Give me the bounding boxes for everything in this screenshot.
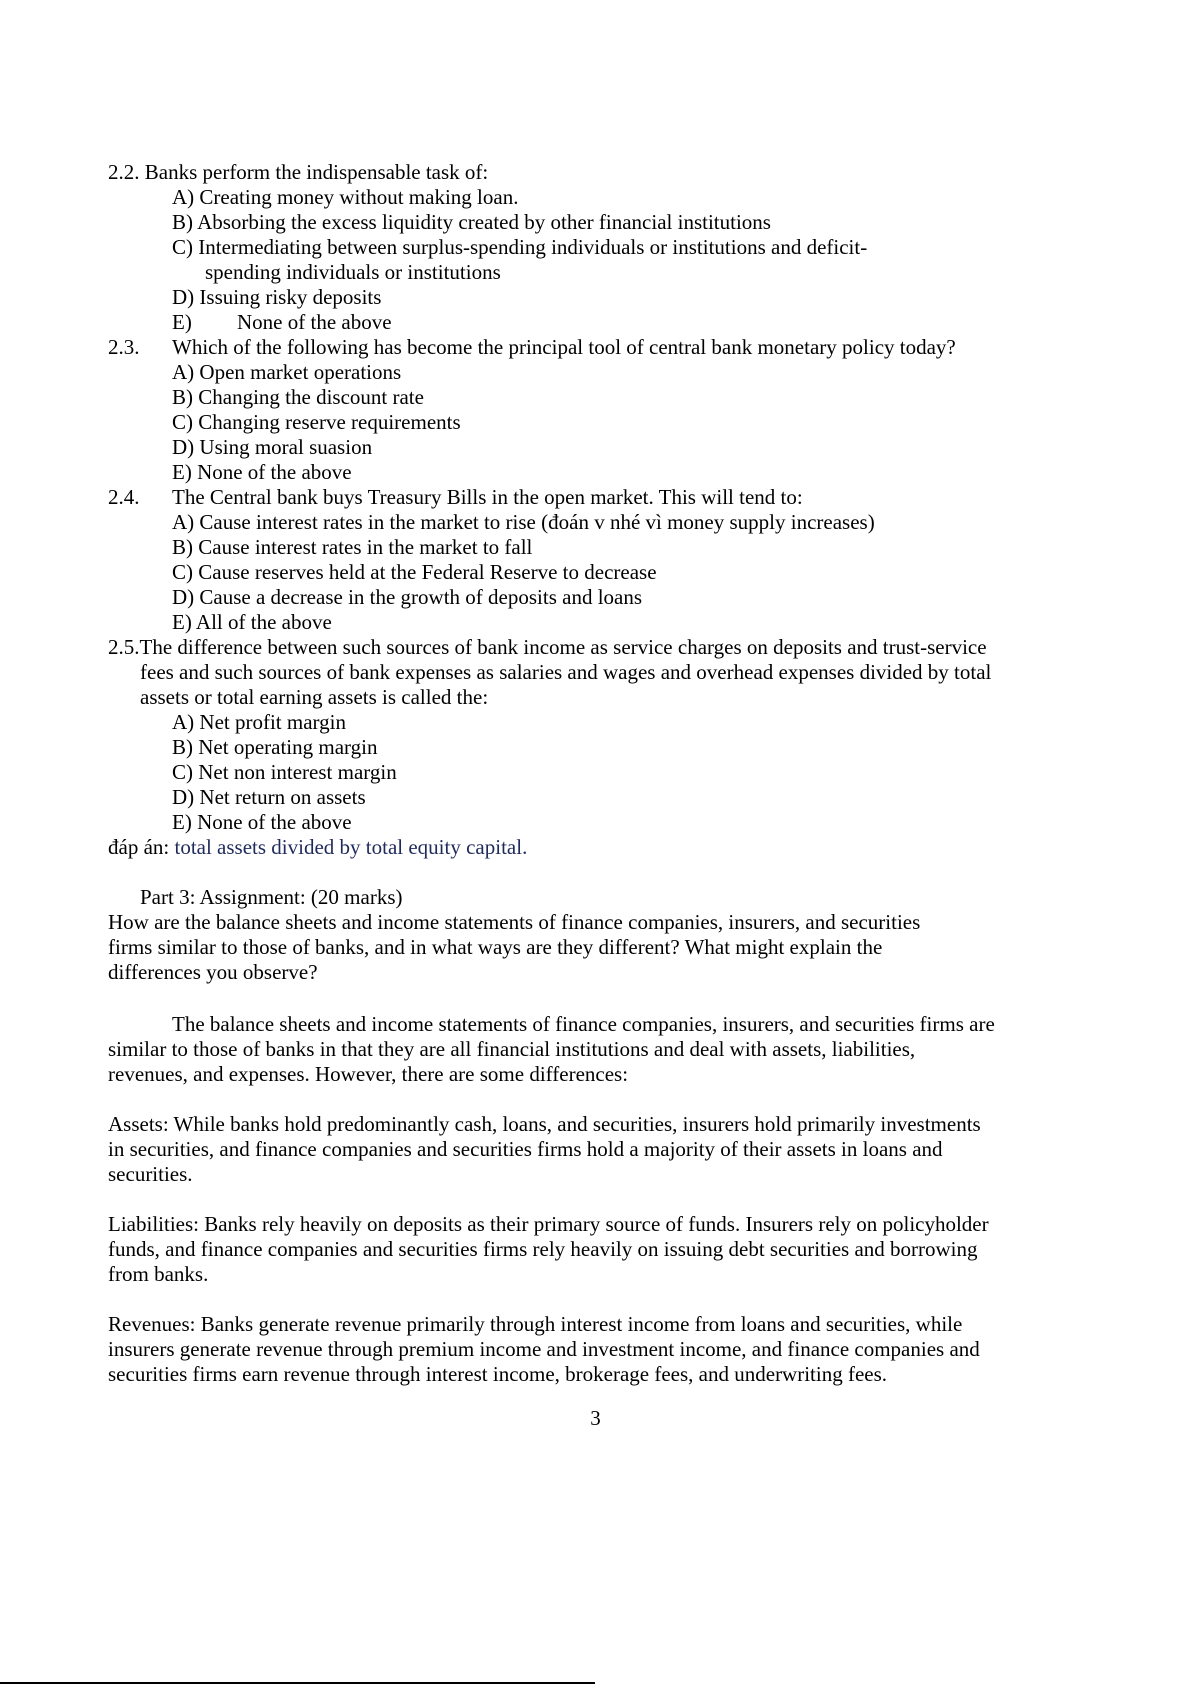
option: E) All of the above: [172, 610, 332, 634]
paragraph-line: similar to those of banks in that they are all financial institutions and deal with assets, liabilities,: [108, 1037, 916, 1061]
paragraph-line: Liabilities: Banks rely heavily on deposits as their primary source of funds. Insurers rely on policyholder: [108, 1212, 989, 1236]
option: D) Using moral suasion: [172, 435, 373, 459]
question-2-4: [0, 485, 1191, 510]
option: A) Cause interest rates in the market to rise (đoán v nhé vì money supply increases): [172, 510, 875, 534]
question-continuation: fees and such sources of bank expenses as salaries and wages and overhead expenses divided by total: [140, 660, 992, 684]
option: B) Net operating margin: [172, 735, 378, 759]
question-2-3: [0, 335, 1191, 360]
paragraph-line: in securities, and finance companies and securities firms hold a majority of their assets in loans and: [108, 1137, 943, 1161]
option: B) Changing the discount rate: [172, 385, 424, 409]
option: C) Intermediating between surplus-spending individuals or institutions and deficit-: [172, 235, 868, 259]
question-2-5: 2.5.The difference between such sources of bank income as service charges on deposits and trust-service: [108, 635, 987, 659]
option: C) Cause reserves held at the Federal Reserve to decrease: [172, 560, 657, 584]
question-2-2: 2.2. Banks perform the indispensable task of:: [108, 160, 489, 184]
option: A) Net profit margin: [172, 710, 346, 734]
option: B) Cause interest rates in the market to fall: [172, 535, 533, 559]
question-text: Which of the following has become the principal tool of central bank monetary policy today?: [172, 335, 956, 359]
question-number: 2.4.: [108, 485, 140, 509]
paragraph-line: securities firms earn revenue through interest income, brokerage fees, and underwriting fees.: [108, 1362, 888, 1386]
page-number: 3: [590, 1406, 601, 1430]
option: B) Absorbing the excess liquidity created by other financial institutions: [172, 210, 771, 234]
option: A) Creating money without making loan.: [172, 185, 519, 209]
paragraph-line: revenues, and expenses. However, there are some differences:: [108, 1062, 629, 1086]
option: E) None of the above: [172, 460, 352, 484]
option: C) Changing reserve requirements: [172, 410, 461, 434]
paragraph-line: securities.: [108, 1162, 193, 1186]
option: E) None of the above: [172, 810, 352, 834]
paragraph-line: The balance sheets and income statements of finance companies, insurers, and securities firms are: [172, 1012, 995, 1036]
part-3-heading: Part 3: Assignment: (20 marks): [140, 885, 403, 909]
assignment-question: differences you observe?: [108, 960, 318, 984]
paragraph-line: Assets: While banks hold predominantly cash, loans, and securities, insurers hold primarily investments: [108, 1112, 981, 1136]
assignment-question: How are the balance sheets and income statements of finance companies, insurers, and securities: [108, 910, 921, 934]
option: C) Net non interest margin: [172, 760, 397, 784]
document-page: [0, 160, 1191, 1387]
option-text: None of the above: [237, 310, 392, 334]
page-divider: [0, 1682, 595, 1684]
assignment-question: firms similar to those of banks, and in what ways are they different? What might explain the: [108, 935, 883, 959]
option-continuation: spending individuals or institutions: [205, 260, 501, 284]
option: D) Issuing risky deposits: [172, 285, 382, 309]
option-letter: E): [172, 310, 192, 334]
answer-note: [0, 835, 1191, 860]
answer-text: total assets divided by total equity capital.: [174, 835, 528, 859]
option: D) Net return on assets: [172, 785, 366, 809]
question-text: The Central bank buys Treasury Bills in the open market. This will tend to:: [172, 485, 803, 509]
option: D) Cause a decrease in the growth of deposits and loans: [172, 585, 643, 609]
option: [0, 310, 1191, 335]
paragraph-line: from banks.: [108, 1262, 209, 1286]
paragraph-line: funds, and finance companies and securities firms rely heavily on issuing debt securities and borrowing: [108, 1237, 978, 1261]
answer-label: đáp án:: [108, 835, 175, 859]
option: A) Open market operations: [172, 360, 402, 384]
paragraph-line: insurers generate revenue through premium income and investment income, and finance companies and: [108, 1337, 980, 1361]
paragraph-line: Revenues: Banks generate revenue primarily through interest income from loans and securities, while: [108, 1312, 963, 1336]
question-number: 2.3.: [108, 335, 140, 359]
question-continuation: assets or total earning assets is called the:: [140, 685, 489, 709]
